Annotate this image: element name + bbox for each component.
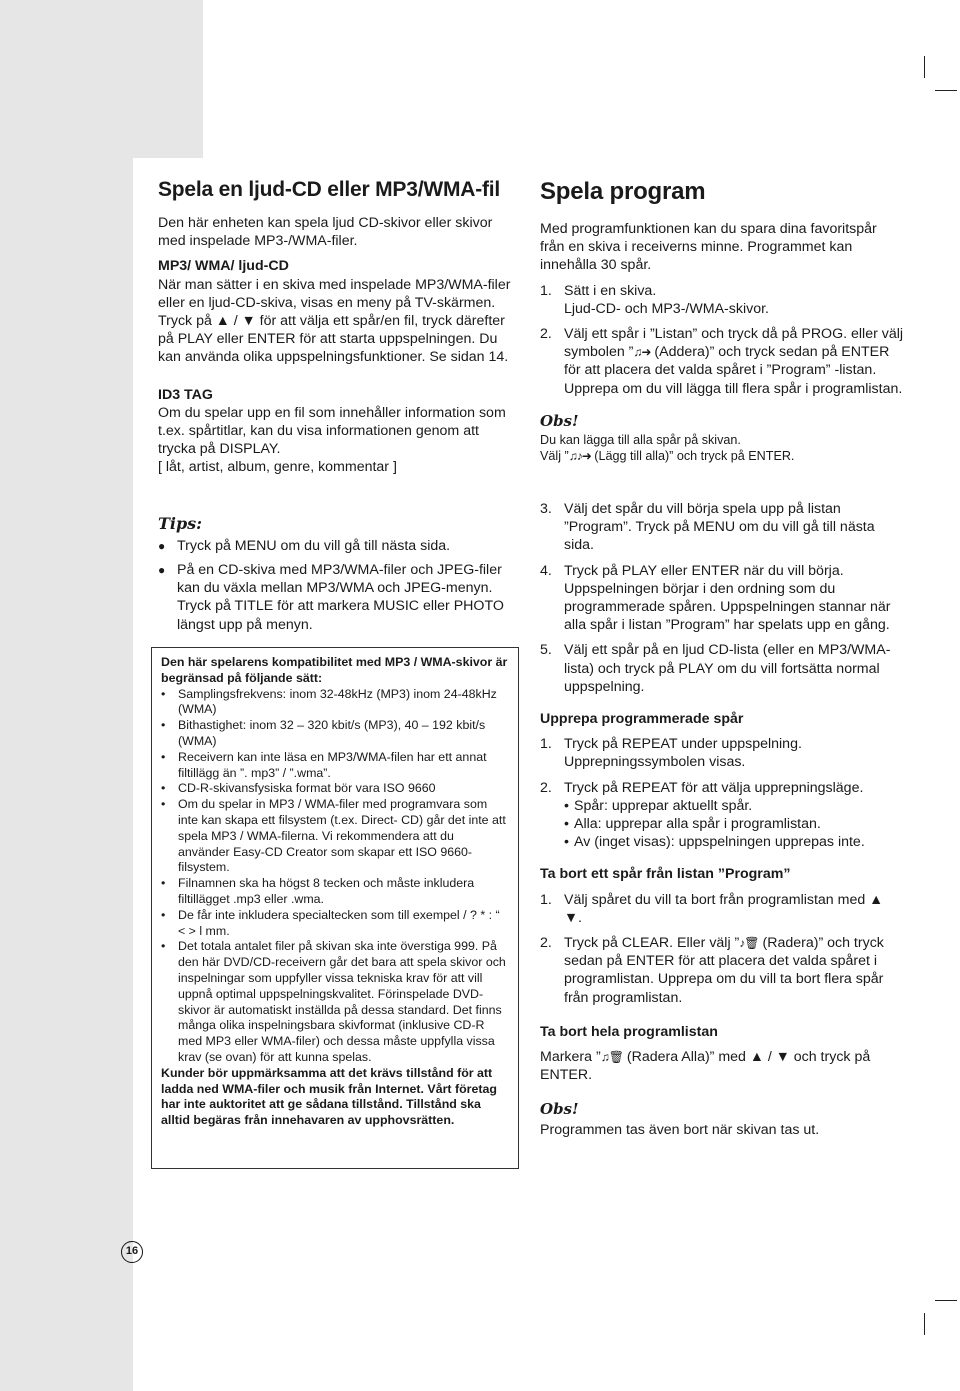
step-item: 3. Välj det spår du vill börja spela upp på listan ”Program”. Tryck på MENU om du vill gå till nästa sida. (540, 501, 875, 554)
list-item: • Filnamnen ska ha högst 8 tecken och måste inkludera filtillägget .mp3 eller .wma. (161, 876, 475, 906)
tip-item: ● På en CD-skiva med MP3/WMA-filer och JPEG-filer kan du växla mellan MP3/WMA och JPEG-menyn. Tryck på TITLE för att markera MUSIC eller PHOTO längst upp på menyn. (158, 562, 504, 633)
right-column-bottom (540, 500, 905, 1139)
crop-mark (924, 1313, 925, 1335)
step-item: 1. Tryck på REPEAT under uppspelning. Upprepningssymbolen visas. (540, 736, 802, 771)
list-item: • Bithastighet: inom 32 – 320 kbit/s (MP3), 40 – 192 kbit/s (WMA) (161, 718, 486, 748)
repeat-mode: • Spår: upprepar aktuellt spår. (564, 797, 753, 814)
list-item: • De får inte inkludera specialtecken som till exempel / ? * : “ < > l mm. (161, 907, 500, 938)
program-title: Spela program (540, 178, 706, 205)
repeat-heading: Upprepa programmerade spår (540, 711, 744, 728)
id3-fields: [ låt, artist, album, genre, kommentar ] (158, 459, 397, 476)
step-item: 5. Välj ett spår på en ljud CD-lista (eller en MP3/WMA-lista) och tryck på PLAY om du vill fortsätta normal uppspelning. (540, 642, 891, 695)
program-intro: Med programfunktionen kan du spara dina favoritspår från en skiva i receiverns minne. Programmet kan innehålla 30 spår. (540, 221, 877, 274)
step-item: 2. Tryck på CLEAR. Eller välj ”♪🗑 (Radera)” och tryck sedan på ENTER för att placera det valda spåret i programlistan. Upprepa om du vill ta bort flera spår från programlistan. (540, 935, 884, 1006)
compatibility-box (151, 647, 519, 1169)
id3-heading: ID3 TAG (158, 386, 213, 403)
remove-heading: Ta bort ett spår från listan ”Program” (540, 866, 791, 883)
note-line: Du kan lägga till alla spår på skivan. (540, 433, 741, 448)
list-item: • CD-R-skivansfysiska format bör vara ISO 9660 (161, 781, 436, 796)
left-column (158, 178, 518, 634)
step-item: 1. Sätt i en skiva. Ljud-CD- och MP3-/WMA-skivor. (540, 282, 769, 317)
gray-margin-side (0, 158, 133, 1391)
id3-text: Om du spelar upp en fil som innehåller information som t.ex. spårtitlar, kan du visa informationen genom att trycka på DISPLAY. (158, 404, 506, 458)
step-item: 2. Välj ett spår i ”Listan” och tryck då på PROG. eller välj symbolen ”♫➜ (Addera)” och tryck sedan på ENTER för att placera det valda spåret i ”Program” -listan. Upprepa om du vill lägga till flera spår i programlistan. (540, 326, 904, 397)
note-title: Obs! (540, 411, 579, 430)
mp3-text: När man sätter i en skiva med inspelade MP3/WMA-filer eller en ljud-CD-skiva, visas en meny på TV-skärmen. Tryck på ▲ / ▼ för att välja ett spår/en fil, tryck därefter på PLAY eller ENTER för att starta uppspelningen. Du kan använda olika uppspelningsfunktioner. Se sidan 14. (158, 276, 511, 366)
list-item: • Om du spelar in MP3 / WMA-filer med programvara som inte kan skapa ett filsystem (t.ex. Direct- CD) går det inte att spela MP3 / WMA-filerna. Vi rekommendera att du använder Easy-CD Creator som skapar ett ISO 9660-filsystem. (161, 797, 506, 875)
delete-all-icon: ♫🗑 (600, 1050, 623, 1065)
page-number: 16 (121, 1241, 143, 1263)
note-line: Välj ”♫♪➜ (Lägg till alla)” och tryck på ENTER. (540, 449, 795, 464)
delete-track-icon: ♪🗑 (739, 936, 759, 951)
list-item: • Receivern kan inte läsa en MP3/WMA-filen har ett annat filtillägg än ”. mp3” / ”.wma”. (161, 749, 487, 780)
repeat-mode: • Alla: upprepar alla spår i programlistan. (564, 816, 821, 833)
crop-mark (935, 1300, 957, 1301)
note-title: Obs! (540, 1100, 579, 1119)
section-title: Spela en ljud-CD eller MP3/WMA-fil (158, 178, 501, 201)
tips-title: Tips: (158, 513, 203, 533)
tip-item: ● Tryck på MENU om du vill gå till nästa sida. (158, 537, 451, 554)
remove-all-text: Markera ”♫🗑 (Radera Alla)” med ▲ / ▼ och tryck på ENTER. (540, 1049, 871, 1084)
box-heading: Den här spelarens kompatibilitet med MP3 / WMA-skivor är begränsad på följande sätt: (161, 655, 508, 685)
gray-margin-top (0, 0, 203, 158)
bullet-icon: ● (158, 538, 166, 553)
mp3-heading: MP3/ WMA/ ljud-CD (158, 258, 289, 275)
step-item: 2. Tryck på REPEAT för att välja upprepningsläge. (540, 779, 864, 796)
note-text: Programmen tas även bort när skivan tas ut. (540, 1121, 820, 1138)
list-item: • Det totala antalet filer på skivan ska inte överstiga 999. På den här DVD/CD-receivern går det bara att spela skivor och inspelningar som uppfyller vissa tekniska krav för att vill uppnå optimal uppspelningskvalitet. Förinspelade DVD-skivor är automatiskt inställda på dessa standard. Det finns många olika inspelningsbara skivformat (inklusive CD-R med MP3 eller WMA-filer) och dessa måste uppfylla vissa krav (se ovan) för att kunna spelas. (161, 939, 506, 1064)
right-column-top (540, 178, 905, 464)
step-item: 1. Välj spåret du vill ta bort från programlistan med ▲ ▼. (540, 891, 884, 926)
box-footer: Kunder bör uppmärksamma att det krävs tillstånd för att ladda ned WMA-filer och musik från Internet. Vårt företag har inte auktoritet att ge sådana tillstånd. Tillstånd ska alltid begäras från innehavaren av upphovsrätten. (161, 1065, 497, 1128)
bullet-icon: ● (158, 563, 166, 578)
step-item: 4. Tryck på PLAY eller ENTER när du vill börja. Uppspelningen börjar i den ordning som du programmerade spåren. Uppspelningen stannar när alla spår i listan ”Program” har spelats upp en gång. (540, 562, 891, 634)
add-track-icon: ♫➜ (633, 345, 651, 360)
remove-all-heading: Ta bort hela programlistan (540, 1023, 718, 1040)
add-all-icon: ♫♪➜ (568, 449, 591, 464)
crop-mark (924, 56, 925, 78)
repeat-mode: • Av (inget visas): uppspelningen upprepas inte. (564, 834, 865, 851)
intro-text: Den här enheten kan spela ljud CD-skivor eller skivor med inspelade MP3-/WMA-filer. (158, 215, 493, 250)
list-item: • Samplingsfrekvens: inom 32-48kHz (MP3) inom 24-48kHz (WMA) (161, 686, 497, 717)
crop-mark (935, 90, 957, 91)
